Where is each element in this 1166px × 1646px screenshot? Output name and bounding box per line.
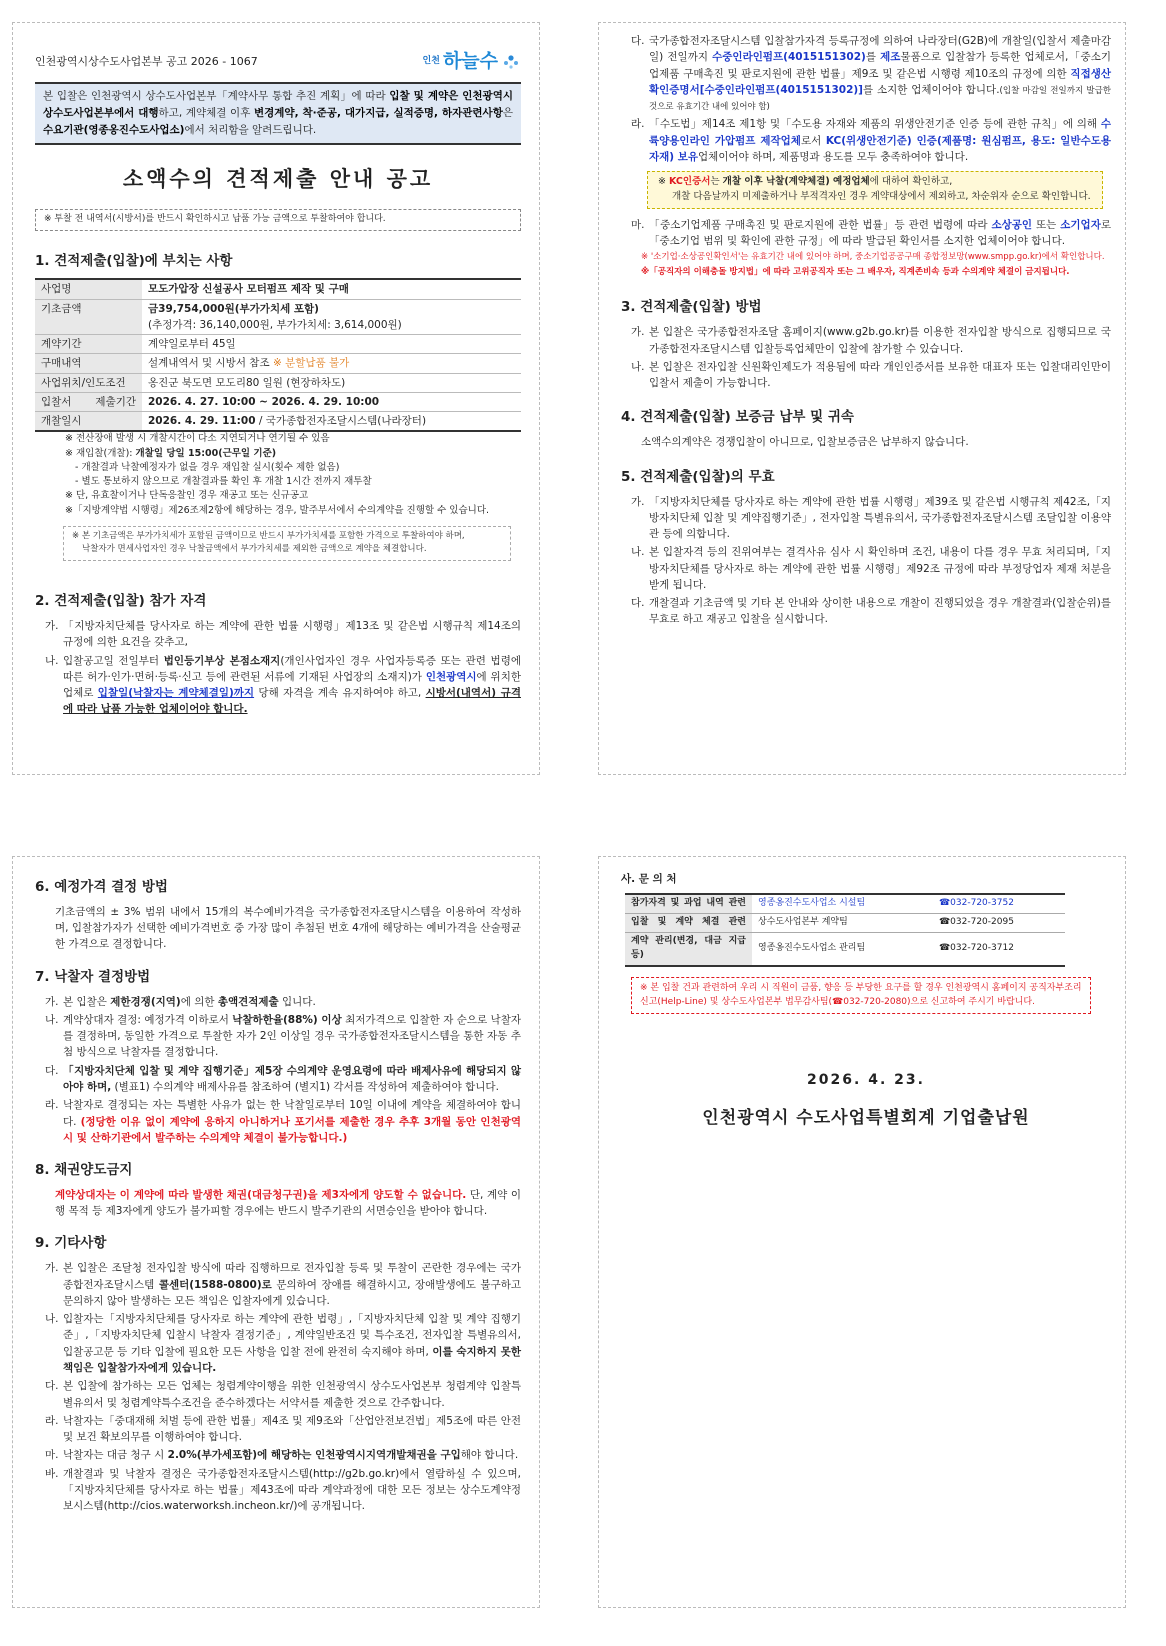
section-3-heading: 3. 견적제출(입찰) 방법 bbox=[621, 299, 762, 316]
list-item: 다. 본 입찰에 참가하는 모든 업체는 청렴계약이행을 위한 인천광역시 상수도사업본부 청렴계약 입찰특별유의서 및 청렴계약특수조건을 준수하겠다는 서약서를 제출한 것으로 간주합니다. bbox=[45, 1380, 521, 1409]
integrity-report-note: ※ 본 입찰 건과 관련하여 우리 시 직원이 금품, 향응 등 부당한 요구를 할 경우 인천광역시 홈페이지 공직자부조리신고(Help-Line) 및 상수도사업본부 법무감사팀(☎032-720-2080)으로 신고하여 주시기 바랍니다. bbox=[631, 977, 1091, 1014]
list-item: 라. 낙찰자로 결정되는 자는 특별한 사유가 없는 한 낙찰일로부터 10일 이내에 계약을 체결하여야 합니다. (정당한 이유 없이 계약에 응하지 아니하거나 포기서를 제출한 경우 추후 3개월 동안 인천광역시 및 산하기관에서 발주하는 수의계약 체결이 불가능합니다.) bbox=[45, 1099, 521, 1144]
spec-table bbox=[35, 278, 521, 432]
section-9-heading: 9. 기타사항 bbox=[35, 1235, 107, 1252]
table-row: 계약 관리(변경, 대금 지급 등) 영종옹진수도사업소 관리팀 ☎032-720-3712 bbox=[625, 933, 1065, 966]
table-row: 참가자격 및 과업 내역 관련 영종옹진수도사업소 시설팀 ☎032-720-3752 bbox=[625, 894, 1065, 913]
list-item: 다. 「지방자치단체 입찰 및 계약 집행기준」제5장 수의계약 운영요령에 따라 배제사유에 해당되지 않아야 하며, (별표1) 수의계약 배제사유를 참조하여 (별지1) 각서를 작성하여 제출하여야 합니다. bbox=[45, 1064, 521, 1093]
list-item: 나. 본 입찰자격 등의 진위여부는 결격사유 심사 시 확인하며 조건, 내용이 다를 경우 무효 처리되며,「지방자치단체를 당사자로 하는 계약에 관한 법률 시행령」제92조 규정에 따라 부정당업자 제재 처분을 받게 됩니다. bbox=[631, 546, 1111, 591]
list-item: 가. 「지방자치단체를 당사자로 하는 계약에 관한 법률 시행령」제39조 및 같은법 시행규칙 제42조,「지방자치단체 입찰 및 계약집행기준」, 전자입찰 특별유의서, 국가종합전자조달시스템 조달입찰 이용약관 등에 의합니다. bbox=[631, 495, 1111, 541]
section-7-heading: 7. 낙찰자 결정방법 bbox=[35, 968, 151, 985]
page-title: 소액수의 견적제출 안내 공고 bbox=[122, 166, 434, 191]
list-item: 가. 본 입찰은 조달청 전자입찰 방식에 따라 집행하므로 전자입찰 등록 및 투찰이 곤란한 경우에는 국가종합전자조달시스템 콜센터(1588-0800)로 문의하여 장애를 해결하시고, 장애발생에도 불구하고 문의하지 않아 발생하는 모든 책임은 입찰자에게 있습니다. bbox=[45, 1262, 521, 1307]
section-8-heading: 8. 채권양도금지 bbox=[35, 1162, 133, 1179]
table-row: 사업명 모도가압장 신설공사 모터펌프 제작 및 구매 bbox=[35, 279, 521, 299]
price-method-text: 기초금액의 ± 3% 범위 내에서 15개의 복수예비가격을 국가종합전자조달시스템을 이용하여 작성하며, 입찰참가자가 선택한 예비가격번호 중 가장 많이 추첨된 번호 4개에 해당하는 예비가격을 산술평균한 가격으로 결정합니다. bbox=[55, 905, 521, 951]
notice-header bbox=[35, 47, 521, 76]
vat-note: ※ 본 기초금액은 부가가치세가 포함된 금액이므로 반드시 부가가치세를 포함한 가격으로 투찰하여야 하며, 낙찰자가 면세사업자인 경우 낙찰금액에서 부가가치세를 제외한 금액으로 계약을 체결합니다. bbox=[63, 526, 511, 561]
list-item: 가. 「지방자치단체를 당사자로 하는 계약에 관한 법률 시행령」제13조 및 같은법 시행규칙 제14조의 규정에 의한 요건을 갖추고, bbox=[45, 619, 521, 649]
list-item: 나. 계약상대자 결정: 예정가격 이하로서 낙찰하한율(88%) 이상 최저가격으로 입찰한 자 순으로 낙찰자를 결정하며, 동일한 가격으로 투찰한 자가 2인 이상일 경우 국가종합전자조달시스템을 통한 자동 추첨 방식으로 낙찰자를 결정합니다. bbox=[45, 1013, 521, 1059]
list-item: 다. 개찰결과 기초금액 및 기타 본 안내와 상이한 내용으로 개찰이 진행되었을 경우 개찰결과(입찰순위)를 무효로 하고 재공고 입찰을 실시합니다. bbox=[631, 597, 1111, 626]
table-row: 계약기간 계약일로부터 45일 bbox=[35, 335, 521, 354]
section-6-heading: 6. 예정가격 결정 방법 bbox=[35, 879, 168, 895]
notice-page-3 bbox=[12, 856, 540, 1608]
notice-number: 인천광역시상수도사업본부 공고 2026 - 1067 bbox=[35, 55, 258, 69]
list-item: 라. 낙찰자는「중대재해 처벌 등에 관한 법률」제4조 및 제9조와「산업안전보건법」제5조에 따른 안전 및 보건 확보의무를 이행하여야 합니다. bbox=[45, 1414, 521, 1444]
list-item: 마. 낙찰자는 대금 청구 시 2.0%(부가세포함)에 해당하는 인천광역시지역개발채권을 구입해야 합니다. bbox=[45, 1449, 519, 1462]
list-item: 나. 입찰공고일 전일부터 법인등기부상 본점소재지(개인사업자인 경우 사업자등록증 또는 관련 법령에 따른 허가·인가·면허·등록·신고 등에 관련된 서류에 기재된 사업장의 소재지)가 인천광역시에 위치한 업체로 입찰일(낙찰자는 계약체결일)까지 당해 자격을 계속 유지하여야 하고, 시방서(내역서) 규격에 따라 납품 가능한 업체이어야 합니다. bbox=[45, 654, 521, 716]
notice-page-1 bbox=[12, 22, 540, 775]
list-item: 라. 「수도법」제14조 제1항 및「수도용 자재와 제품의 위생안전기준 인증 등에 관한 규칙」에 의해 수륙양용인라인 가압펌프 제작업체로서 KC(위생안전기준) 인증(제품명: 원심펌프, 용도: 일반수도용자재) 보유업체이어야 하며, 제품명과 용도를 모두 충족하여야 합니다. bbox=[631, 118, 1112, 163]
conflict-of-interest-note: ※「공직자의 이해충돌 방지법」에 따라 고위공직자 또는 그 배우자, 직계존비속 등과 수의계약 체결이 금지됩니다. bbox=[641, 267, 1070, 278]
list-item: 바. 개찰결과 및 낙찰자 결정은 국가종합전자조달시스템(http://g2b.go.kr)에서 열람하실 수 있으며,「지방자치단체를 당사자로 하는 법률」제43조에 따라 계약과정에 대한 모든 정보는 상수도계약정보시스템(http://cios.waterworksh.incheon.kr/)에 공개됩니다. bbox=[45, 1467, 521, 1513]
bid-note: ※ 투찰 전 내역서(시방서)를 반드시 확인하시고 납품 가능 금액으로 투찰하여야 합니다. bbox=[35, 209, 521, 231]
deposit-text: 소액수의계약은 경쟁입찰이 아니므로, 입찰보증금은 납부하지 않습니다. bbox=[641, 436, 969, 449]
section-5-heading: 5. 견적제출(입찰)의 무효 bbox=[621, 468, 775, 485]
table-row: 입찰서 제출기간 2026. 4. 27. 10:00 ~ 2026. 4. 29. 10:00 bbox=[35, 392, 521, 411]
list-item: 다. 국가종합전자조달시스템 입찰참가자격 등록규정에 의하여 나라장터(G2B)에 개찰일(입찰서 제출마감일) 전일까지 수중인라인펌프(4015151302)를 제조물품으로 입찰참가 등록한 업체로서,「중소기업제품 구매촉진 및 판로지원에 관한 법률」제9조 및 같은법 시행령 제10조의 규정에 의한 직접생산확인증명서[수중인라인펌프(4015151302)]를 소지한 업체이어야 합니다.(입찰 마감일 전일까지 발급한 것으로 유효기간 내에 있어야 함) bbox=[631, 35, 1111, 113]
small-business-note: ※ '소기업·소상공인확인서'는 유효기간 내에 있어야 하며, 중소기업공공구매 종합정보망(www.smpp.go.kr)에서 확인합니다. bbox=[641, 252, 1105, 263]
table-row: 사업위치/인도조건 옹진군 북도면 모도리80 일원 (현장하차도) bbox=[35, 373, 521, 392]
kc-certificate-note: ※ KC인증서는 개찰 이후 낙찰(계약체결) 예정업체에 대하여 확인하고, 개찰 다음날까지 미제출하거나 부적격자인 경우 계약대상에서 제외하고, 차순위자 순으로 확인합니다. bbox=[647, 171, 1103, 208]
contact-heading: 사. 문 의 처 bbox=[621, 873, 677, 885]
table-row: 구매내역 설계내역서 및 시방서 참조 ※ 분할납품 불가 bbox=[35, 354, 521, 373]
section-1-heading: 1. 견적제출(입찰)에 부치는 사항 bbox=[35, 253, 233, 270]
table-row: 입찰 및 계약 체결 관련 상수도사업본부 계약팀 ☎032-720-2095 bbox=[625, 914, 1065, 933]
notice-date: 2026. 4. 23. bbox=[807, 1071, 925, 1088]
table-row: 개찰일시 2026. 4. 29. 11:00 / 국가종합전자조달시스템(나라장터) bbox=[35, 412, 521, 432]
notice-page-2 bbox=[598, 22, 1126, 775]
section-2-heading: 2. 견적제출(입찰) 참가 자격 bbox=[35, 593, 207, 610]
list-item: 나. 입찰자는「지방자치단체를 당사자로 하는 계약에 관한 법령」,「지방자치단체 입찰 및 계약 집행기준」,「지방자치단체 입찰시 낙찰자 결정기준」, 계약일반조건 및 특수조건, 전자입찰 특별유의서, 입찰공고문 등 기타 입찰에 필요한 모든 사항을 입찰 전에 완전히 숙지해야 하며, 이를 숙지하지 못한 책임은 입찰참가자에게 있습니다. bbox=[45, 1313, 521, 1374]
schedule-notes: ※ 전산장애 발생 시 개찰시간이 다소 지연되거나 연기될 수 있음 ※ 재입찰(개찰): 개찰일 당일 15:00(근무일 기준) - 개찰결과 낙찰예정자가 없을 경우 재입찰 실시(횟수 제한 없음) - 별도 통보하지 않으므로 개찰결과를 확인 후 개찰 1시간 전까지 재투찰 ※ 단, 유효찰이거나 단독응찰인 경우 재공고 또는 신규공고 ※「지방계약법 시행령」제26조제2항에 해당하는 경우, 발주부서에서 수의계약을 진행할 수 있습니다. bbox=[65, 433, 490, 516]
issuer-name: 인천광역시 수도사업특별회계 기업출납원 bbox=[702, 1108, 1030, 1129]
assignment-text: 계약상대자는 이 계약에 따라 발생한 채권(대금청구권)을 제3자에게 양도할 수 없습니다. 단, 계약 이행 목적 등 제3자에게 양도가 불가피할 경우에는 반드시 발주기관의 서면승인을 받아야 합니다. bbox=[55, 1188, 521, 1218]
section-4-heading: 4. 견적제출(입찰) 보증금 납부 및 귀속 bbox=[621, 409, 854, 426]
table-row: 기초금액 금39,754,000원(부가가치세 포함) (추정가격: 36,140,000원, 부가가치세: 3,614,000원) bbox=[35, 299, 521, 335]
list-item: 마. 「중소기업제품 구매촉진 및 판로지원에 관한 법률」등 관련 법령에 따라 소상공인 또는 소기업자로「중소기업 범위 및 확인에 관한 규정」에 따라 발급된 확인서를 소지한 업체이어야 합니다. bbox=[631, 218, 1111, 247]
list-item: 가. 본 입찰은 국가종합전자조달 홈페이지(www.g2b.go.kr)를 이용한 전자입찰 방식으로 집행되므로 국가종합전자조달시스템 입찰등록업체만이 입찰에 참가할 수 있습니다. bbox=[631, 326, 1111, 355]
water-drop-icon bbox=[501, 52, 521, 72]
list-item: 나. 본 입찰은 전자입찰 신원확인제도가 적용됨에 따라 개인인증서를 보유한 대표자 또는 입찰대리인만이 입찰서 제출이 가능합니다. bbox=[631, 360, 1111, 390]
incheon-haneulsu-logo: 인천 하늘수 bbox=[423, 47, 521, 76]
notice-page-4 bbox=[598, 856, 1126, 1608]
intro-box: 본 입찰은 인천광역시 상수도사업본부「계약사무 통합 추진 계획」에 따라 입찰 및 계약은 인천광역시 상수도사업본부에서 대행하고, 계약체결 이후 변경계약, 착·준공, 대가지급, 실적증명, 하자관련사항은 수요기관(영종옹진수도사업소)에서 처리함을 알려드립니다. bbox=[35, 82, 521, 144]
list-item: 가. 본 입찰은 제한경쟁(지역)에 의한 총액견적제출 입니다. bbox=[45, 995, 316, 1008]
contact-table bbox=[625, 893, 1065, 967]
